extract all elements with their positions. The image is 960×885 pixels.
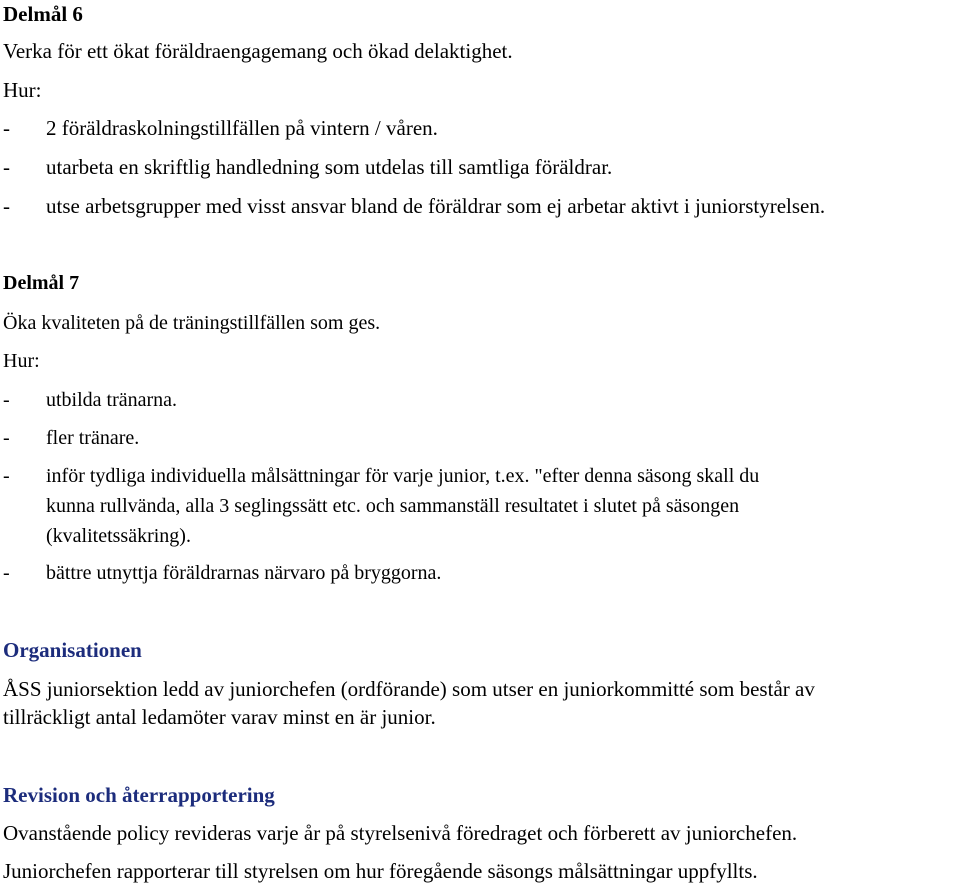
- bullet-dash: -: [3, 427, 10, 449]
- revision-heading: Revision och återrapportering: [3, 783, 275, 807]
- list-item: [3, 116, 438, 140]
- list-item-text: inför tydliga individuella målsättningar för varje junior, t.ex. "efter denna säsong skall du: [46, 465, 760, 487]
- revision-paragraph-line: Juniorchefen rapporterar till styrelsen om hur föregående säsongs målsättningar uppfyllts.: [3, 859, 758, 883]
- delmal6-heading: Delmål 6: [3, 2, 83, 26]
- list-item-text: bättre utnyttja föräldrarnas närvaro på bryggorna.: [46, 562, 442, 584]
- list-item-continuation: kunna rullvända, alla 3 seglingssätt etc. och sammanställ resultatet i slutet på säsongen: [46, 495, 740, 517]
- list-item: [3, 561, 441, 585]
- list-item: [3, 426, 139, 450]
- list-item-text: utbilda tränarna.: [46, 389, 178, 411]
- revision-paragraph-line: Ovanstående policy revideras varje år på styrelsenivå föredraget och förberett av juniorchefen.: [3, 821, 798, 845]
- list-item: [3, 194, 825, 218]
- list-item-text: utarbeta en skriftlig handledning som utdelas till samtliga föräldrar.: [46, 155, 613, 179]
- delmal7-hur-label: Hur:: [3, 350, 40, 372]
- bullet-dash: -: [3, 465, 10, 487]
- organisationen-heading: Organisationen: [3, 638, 142, 662]
- list-item: [3, 388, 177, 412]
- delmal7-heading: Delmål 7: [3, 272, 80, 294]
- delmal6-goal: Verka för ett ökat föräldraengagemang och ökad delaktighet.: [3, 39, 513, 63]
- bullet-dash: -: [3, 194, 10, 218]
- organisationen-paragraph-line: ÅSS juniorsektion ledd av juniorchefen (ordförande) som utser en juniorkommitté som består av: [3, 677, 815, 701]
- list-item-continuation: (kvalitetssäkring).: [46, 525, 191, 547]
- bullet-dash: -: [3, 155, 10, 179]
- organisationen-paragraph-line: tillräckligt antal ledamöter varav minst en är junior.: [3, 705, 436, 729]
- list-item-text: utse arbetsgrupper med visst ansvar bland de föräldrar som ej arbetar aktivt i juniorstyrelsen.: [46, 194, 826, 218]
- bullet-dash: -: [3, 562, 10, 584]
- list-item: [3, 464, 759, 488]
- bullet-dash: -: [3, 116, 10, 140]
- list-item: [3, 155, 612, 179]
- delmal6-hur-label: Hur:: [3, 78, 42, 102]
- bullet-dash: -: [3, 389, 10, 411]
- list-item-text: fler tränare.: [46, 427, 140, 449]
- list-item-text: 2 föräldraskolningstillfällen på vintern / våren.: [46, 116, 438, 140]
- delmal7-goal: Öka kvaliteten på de träningstillfällen som ges.: [3, 312, 381, 334]
